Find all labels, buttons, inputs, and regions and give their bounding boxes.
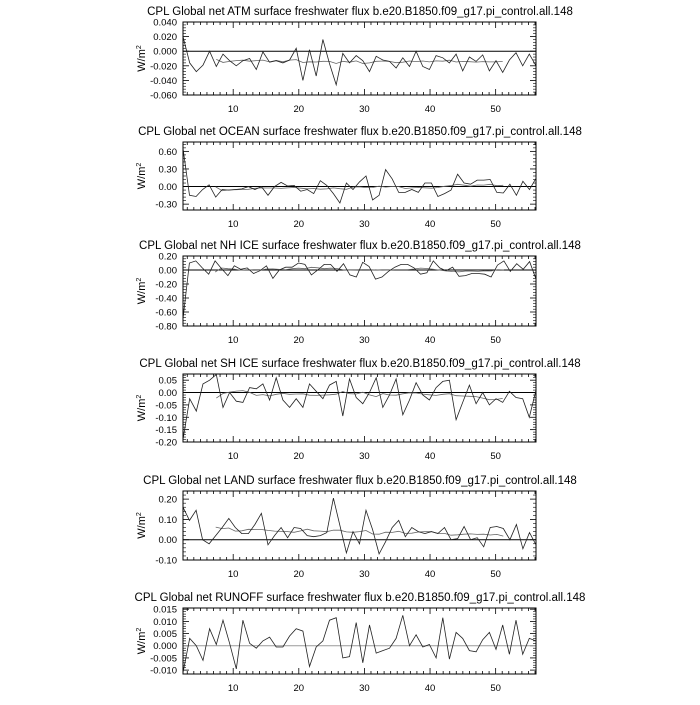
- panel-1: [136, 6, 573, 115]
- x-tick-label: 10: [228, 683, 239, 694]
- y-tick-label: 0.60: [159, 147, 178, 158]
- y-tick-label: -0.40: [155, 294, 177, 305]
- y-axis-label: $W/m^2$: [136, 45, 148, 72]
- y-tick-label: 0.00: [159, 535, 178, 546]
- x-tick-label: 10: [228, 219, 239, 230]
- y-axis-label: $W/m^2$: [136, 628, 148, 655]
- y-tick-label: -0.10: [155, 556, 177, 567]
- x-tick-label: 20: [294, 335, 305, 346]
- y-axis-label: $W/m^2$: [136, 163, 148, 190]
- x-tick-label: 30: [359, 104, 370, 115]
- y-tick-label: -0.30: [155, 200, 177, 211]
- y-tick-label: 0.10: [159, 515, 178, 526]
- panel-title: CPL Global net RUNOFF surface freshwater flux b.e20.B1850.f09_g17.pi_control.all.148: [135, 592, 586, 604]
- y-tick-label: -0.80: [155, 322, 177, 333]
- y-axis-label-superscript: 2: [136, 278, 143, 282]
- x-tick-label: 10: [228, 104, 239, 115]
- x-tick-label: 50: [490, 569, 501, 580]
- y-tick-label: 0.00: [159, 388, 178, 399]
- panel-title: CPL Global net OCEAN surface freshwater flux b.e20.B1850.f09_g17.pi_control.all.148: [138, 126, 582, 138]
- panel-3: [136, 240, 581, 346]
- y-tick-label: -0.60: [155, 308, 177, 319]
- panel-5: [136, 475, 577, 580]
- x-tick-label: 30: [359, 451, 370, 462]
- x-tick-label: 50: [490, 219, 501, 230]
- y-axis-label-superscript: 2: [136, 512, 143, 516]
- panel-title: CPL Global net SH ICE surface freshwater flux b.e20.B1850.f09_g17.pi_control.all.148: [139, 358, 580, 370]
- y-tick-label: -0.15: [155, 425, 177, 436]
- panel-title: CPL Global net LAND surface freshwater flux b.e20.B1850.f09_g17.pi_control.all.148: [143, 475, 577, 487]
- y-tick-label: -0.20: [155, 280, 177, 291]
- y-tick-label: 0.20: [159, 252, 178, 263]
- x-tick-label: 40: [425, 219, 436, 230]
- y-axis-label-superscript: 2: [136, 628, 143, 632]
- x-tick-label: 10: [228, 451, 239, 462]
- y-tick-label: -0.10: [155, 413, 177, 424]
- y-tick-label: 0.040: [153, 18, 177, 29]
- y-axis-label-superscript: 2: [136, 395, 143, 399]
- x-tick-label: 10: [228, 569, 239, 580]
- x-tick-label: 30: [359, 569, 370, 580]
- x-tick-label: 40: [425, 451, 436, 462]
- y-axis-label: $W/m^2$: [136, 395, 148, 422]
- x-tick-label: 40: [425, 569, 436, 580]
- y-tick-label: 0.005: [153, 629, 177, 640]
- y-tick-label: -0.040: [150, 76, 177, 87]
- y-tick-label: 0.000: [153, 641, 177, 652]
- series-line: [183, 148, 536, 203]
- y-tick-label: 0.00: [159, 182, 178, 193]
- y-tick-label: 0.00: [159, 266, 178, 277]
- x-tick-label: 20: [294, 219, 305, 230]
- x-tick-label: 40: [425, 104, 436, 115]
- y-tick-label: -0.20: [155, 438, 177, 449]
- x-tick-label: 20: [294, 451, 305, 462]
- x-tick-label: 50: [490, 104, 501, 115]
- x-tick-label: 10: [228, 335, 239, 346]
- y-axis-label: $W/m^2$: [136, 512, 148, 539]
- x-tick-label: 30: [359, 683, 370, 694]
- panel-title: CPL Global net NH ICE surface freshwater flux b.e20.B1850.f09_g17.pi_control.all.148: [139, 240, 581, 252]
- x-tick-label: 20: [294, 569, 305, 580]
- y-tick-label: -0.010: [150, 666, 177, 677]
- x-tick-label: 40: [425, 335, 436, 346]
- panel-6: [135, 592, 586, 694]
- y-tick-label: 0.30: [159, 164, 178, 175]
- x-tick-label: 50: [490, 683, 501, 694]
- y-tick-label: 0.010: [153, 617, 177, 628]
- running-mean-line: [216, 391, 502, 400]
- panel-2: [136, 126, 582, 230]
- x-tick-label: 50: [490, 335, 501, 346]
- series-line: [183, 498, 536, 554]
- y-tick-label: -0.020: [150, 61, 177, 72]
- panel-title: CPL Global net ATM surface freshwater flux b.e20.B1850.f09_g17.pi_control.all.148: [147, 6, 573, 18]
- series-line: [183, 375, 536, 440]
- y-axis-label: $W/m^2$: [136, 278, 148, 305]
- x-tick-label: 20: [294, 683, 305, 694]
- running-mean-line: [216, 527, 504, 536]
- y-axis-label-superscript: 2: [136, 163, 143, 167]
- y-tick-label: 0.20: [159, 495, 178, 506]
- y-tick-label: 0.015: [153, 605, 177, 616]
- x-tick-label: 40: [425, 683, 436, 694]
- y-tick-label: 0.05: [159, 376, 178, 387]
- plot-frame: [183, 374, 536, 442]
- x-tick-label: 50: [490, 451, 501, 462]
- y-tick-label: -0.005: [150, 653, 177, 664]
- x-tick-label: 30: [359, 219, 370, 230]
- y-tick-label: 0.000: [153, 47, 177, 58]
- y-tick-label: -0.05: [155, 400, 177, 411]
- y-tick-label: -0.060: [150, 91, 177, 102]
- plot-frame: [183, 491, 536, 560]
- y-axis-label-superscript: 2: [136, 45, 143, 49]
- series-line: [183, 615, 536, 672]
- x-tick-label: 30: [359, 335, 370, 346]
- y-tick-label: 0.020: [153, 32, 177, 43]
- x-tick-label: 20: [294, 104, 305, 115]
- panel-4: [136, 358, 581, 462]
- plot-frame: [183, 142, 536, 210]
